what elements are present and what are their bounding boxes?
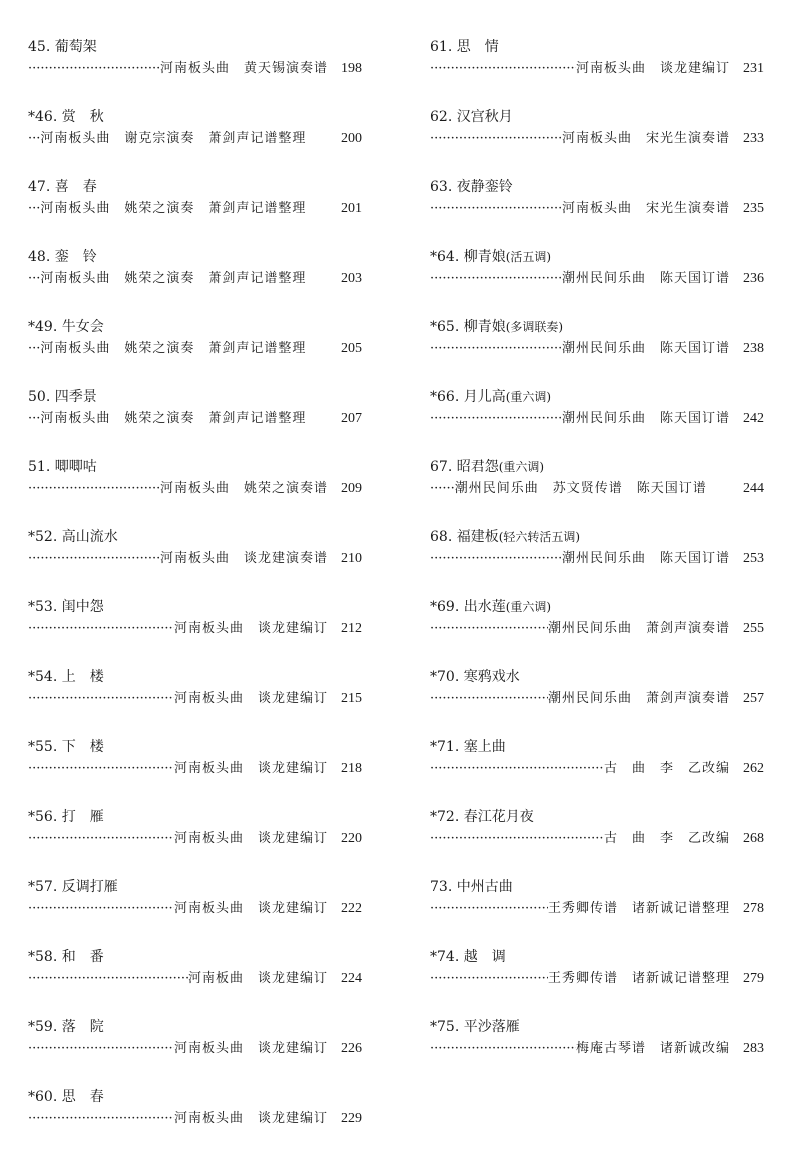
entry-credit-line	[28, 478, 362, 500]
entry-title	[28, 876, 362, 898]
entry-credit-line	[28, 1108, 362, 1130]
entry-page-number: 205	[341, 341, 362, 356]
toc-entry	[28, 526, 362, 596]
entry-credit-line	[430, 688, 764, 710]
entry-title	[430, 736, 764, 758]
entry-title	[430, 1016, 764, 1038]
entry-title-text: 68. 福建板	[430, 529, 499, 545]
entry-title-text: *49. 牛女会	[28, 319, 104, 335]
entry-description: 河南板头曲 宋光生演奏谱	[561, 201, 730, 216]
toc-entry	[28, 36, 362, 106]
entry-description: 河南板头曲 谈龙建编订	[173, 1111, 328, 1126]
toc-entry	[430, 666, 764, 736]
entry-credit-line	[28, 58, 362, 80]
entry-title-text: *60. 思 春	[28, 1089, 104, 1105]
toc-entry	[430, 246, 764, 316]
entry-title	[430, 456, 764, 478]
entry-description: 河南板头曲 谈龙建编订	[173, 831, 328, 846]
entry-page-number: 212	[341, 621, 362, 636]
entry-description: 古 曲 李 乙改编	[603, 831, 730, 846]
toc-entry	[430, 806, 764, 876]
entry-title-text: *56. 打 雁	[28, 809, 104, 825]
entry-title-note: (重六调)	[505, 390, 552, 404]
entry-title	[28, 106, 362, 128]
entry-page-number: 238	[743, 341, 764, 356]
entry-page-number: 203	[341, 271, 362, 286]
entry-title-text: *65. 柳青娘	[430, 319, 506, 335]
entry-title	[430, 596, 764, 618]
dot-leader	[430, 408, 562, 430]
entry-description: 潮州民间乐曲 萧剑声演奏谱	[547, 691, 730, 706]
entry-title	[28, 806, 362, 828]
entry-credit-line	[28, 1038, 362, 1060]
entry-description: 河南板头曲 宋光生演奏谱	[561, 131, 730, 146]
entry-title-text: *72. 春江花月夜	[430, 809, 534, 825]
dot-leader	[430, 828, 604, 850]
dot-leader	[430, 968, 548, 990]
dot-leader	[430, 338, 562, 360]
toc-entry	[28, 1086, 362, 1156]
toc-entry	[430, 946, 764, 1016]
entry-page-number: 209	[341, 481, 362, 496]
entry-description: 河南板头曲 谈龙建编订	[173, 1041, 328, 1056]
entry-description: 河南板曲 谈龙建编订	[187, 971, 328, 986]
entry-description: 潮州民间乐曲 萧剑声演奏谱	[547, 621, 730, 636]
entry-title	[430, 666, 764, 688]
dot-leader	[28, 548, 160, 570]
entry-title-text: 61. 思 情	[430, 39, 499, 55]
entry-description: 河南板头曲 姚荣之演奏 萧剑声记谱整理	[40, 341, 307, 356]
toc-entry	[28, 1016, 362, 1086]
entry-title	[28, 36, 362, 58]
dot-leader: ······	[430, 481, 455, 496]
toc-entry	[430, 386, 764, 456]
entry-page-number: 210	[341, 551, 362, 566]
toc-entry	[28, 316, 362, 386]
dot-leader	[430, 198, 562, 220]
toc-entry	[430, 106, 764, 176]
entry-title	[28, 316, 362, 338]
entry-title	[430, 316, 764, 338]
entry-description: 河南板头曲 谈龙建编订	[173, 621, 328, 636]
entry-title-note: (多调联奏)	[505, 320, 564, 334]
toc-entry	[28, 806, 362, 876]
entry-title-text: *70. 寒鸦戏水	[430, 669, 520, 685]
dot-leader	[28, 478, 160, 500]
entry-credit-line	[28, 968, 362, 990]
entry-title	[28, 246, 362, 268]
toc-entry	[430, 176, 764, 246]
toc-entry	[430, 736, 764, 806]
entry-description: 古 曲 李 乙改编	[603, 761, 730, 776]
entry-credit-line	[430, 1038, 764, 1060]
dot-leader: ···	[28, 411, 41, 426]
entry-title	[430, 806, 764, 828]
toc-entry	[28, 246, 362, 316]
entry-title	[28, 1016, 362, 1038]
entry-title	[430, 176, 764, 198]
entry-page-number: 218	[341, 761, 362, 776]
entry-title-note: (轻六转活五调)	[498, 530, 581, 544]
toc-entry	[430, 36, 764, 106]
entry-title	[430, 876, 764, 898]
dot-leader	[430, 268, 562, 290]
entry-credit-line	[28, 618, 362, 640]
entry-page-number: 278	[743, 901, 764, 916]
entry-page-number: 233	[743, 131, 764, 146]
entry-credit-line	[430, 618, 764, 640]
dot-leader	[28, 688, 174, 710]
toc-entry	[28, 666, 362, 736]
entry-description: 潮州民间乐曲 苏文贤传谱 陈天国订谱	[454, 481, 707, 496]
entry-title-text: 73. 中州古曲	[430, 879, 513, 895]
entry-description: 潮州民间乐曲 陈天国订谱	[561, 271, 730, 286]
dot-leader: ···	[28, 271, 41, 286]
entry-title	[430, 946, 764, 968]
entry-description: 王秀卿传谱 诸新诚记谱整理	[547, 971, 730, 986]
entry-description: 河南板头曲 谈龙建编订	[173, 901, 328, 916]
toc-entry	[28, 596, 362, 666]
entry-page-number: 207	[341, 411, 362, 426]
dot-leader: ···	[28, 131, 41, 146]
dot-leader	[430, 128, 562, 150]
entry-page-number: 257	[743, 691, 764, 706]
entry-title-text: *54. 上 楼	[28, 669, 104, 685]
entry-title-text: 45. 葡萄架	[28, 39, 97, 55]
entry-title-text: *52. 高山流水	[28, 529, 118, 545]
entry-page-number: 283	[743, 1041, 764, 1056]
entry-page-number: 231	[743, 61, 764, 76]
entry-description: 河南板头曲 谈龙建编订	[173, 761, 328, 776]
entry-credit-line	[430, 898, 764, 920]
dot-leader	[28, 58, 160, 80]
entry-title-text: 63. 夜静銮铃	[430, 179, 513, 195]
toc-entry	[28, 176, 362, 246]
entry-page-number: 226	[341, 1041, 362, 1056]
entry-title	[28, 596, 362, 618]
dot-leader	[28, 968, 188, 990]
entry-title-text: *59. 落 院	[28, 1019, 104, 1035]
toc-entry	[28, 456, 362, 526]
entry-credit-line	[430, 268, 764, 290]
entry-page-number: 268	[743, 831, 764, 846]
entry-description: 河南板头曲 黄天锡演奏谱	[159, 61, 328, 76]
entry-title-text: 50. 四季景	[28, 389, 97, 405]
entry-title	[28, 1086, 362, 1108]
entry-credit-line	[28, 338, 362, 360]
dot-leader	[430, 618, 548, 640]
entry-description: 潮州民间乐曲 陈天国订谱	[561, 341, 730, 356]
entry-title	[430, 246, 764, 268]
entry-title	[28, 386, 362, 408]
toc-entry	[28, 946, 362, 1016]
dot-leader	[28, 1108, 174, 1130]
entry-credit-line	[28, 758, 362, 780]
entry-title	[28, 176, 362, 198]
dot-leader	[430, 548, 562, 570]
entry-title-text: *55. 下 楼	[28, 739, 104, 755]
toc-entry	[28, 106, 362, 176]
entry-title-text: *46. 赏 秋	[28, 109, 104, 125]
toc-entry	[28, 876, 362, 946]
entry-title-text: 67. 昭君怨	[430, 459, 499, 475]
entry-title-note: (重六调)	[505, 600, 552, 614]
entry-page-number: 200	[341, 131, 362, 146]
entry-credit-line	[28, 268, 362, 290]
entry-credit-line	[28, 898, 362, 920]
entry-description: 王秀卿传谱 诸新诚记谱整理	[547, 901, 730, 916]
entry-credit-line	[28, 128, 362, 150]
entry-description: 河南板头曲 谈龙建编订	[173, 691, 328, 706]
entry-title	[430, 386, 764, 408]
entry-title-text: *75. 平沙落雁	[430, 1019, 520, 1035]
entry-description: 河南板头曲 姚荣之演奏 萧剑声记谱整理	[40, 411, 307, 426]
entry-page-number: 235	[743, 201, 764, 216]
entry-credit-line	[430, 828, 764, 850]
entry-description: 河南板头曲 谢克宗演奏 萧剑声记谱整理	[40, 131, 307, 146]
entry-title	[430, 526, 764, 548]
entry-description: 潮州民间乐曲 陈天国订谱	[561, 411, 730, 426]
entry-title	[28, 946, 362, 968]
entry-title	[430, 36, 764, 58]
toc-entry	[430, 1016, 764, 1086]
dot-leader	[28, 1038, 174, 1060]
entry-title	[28, 456, 362, 478]
toc-entry	[28, 736, 362, 806]
toc-entry	[430, 316, 764, 386]
entry-title-text: *57. 反调打雁	[28, 879, 118, 895]
dot-leader	[430, 688, 548, 710]
dot-leader	[28, 898, 174, 920]
entry-page-number: 198	[341, 61, 362, 76]
entry-page-number: 215	[341, 691, 362, 706]
entry-page-number: 253	[743, 551, 764, 566]
entry-credit-line	[430, 198, 764, 220]
entry-page-number: 224	[341, 971, 362, 986]
entry-credit-line	[430, 478, 764, 500]
entry-credit-line	[430, 548, 764, 570]
entry-page-number: 201	[341, 201, 362, 216]
entry-description: 河南板头曲 姚荣之演奏 萧剑声记谱整理	[40, 201, 307, 216]
entry-credit-line	[28, 408, 362, 430]
entry-title	[430, 106, 764, 128]
entry-page-number: 262	[743, 761, 764, 776]
dot-leader	[430, 58, 576, 80]
entry-title-text: *53. 闺中怨	[28, 599, 104, 615]
entry-credit-line	[430, 128, 764, 150]
entry-title-note: (重六调)	[498, 460, 545, 474]
toc-left-column	[28, 36, 362, 1156]
entry-description: 潮州民间乐曲 陈天国订谱	[561, 551, 730, 566]
dot-leader	[28, 758, 174, 780]
entry-description: 河南板头曲 姚荣之演奏谱	[159, 481, 328, 496]
entry-title-text: 48. 銮 铃	[28, 249, 97, 265]
entry-title-text: *64. 柳青娘	[430, 249, 506, 265]
entry-page-number: 220	[341, 831, 362, 846]
entry-credit-line	[28, 688, 362, 710]
dot-leader	[430, 758, 604, 780]
entry-title-text: *74. 越 调	[430, 949, 506, 965]
entry-description: 河南板头曲 谈龙建演奏谱	[159, 551, 328, 566]
toc-entry	[28, 386, 362, 456]
entry-page-number: 229	[341, 1111, 362, 1126]
entry-description: 梅庵古琴谱 诸新诚改编	[575, 1041, 730, 1056]
entry-credit-line	[430, 408, 764, 430]
entry-credit-line	[28, 548, 362, 570]
entry-title-text: 47. 喜 春	[28, 179, 97, 195]
entry-page-number: 244	[743, 481, 764, 496]
dot-leader	[430, 898, 548, 920]
entry-description: 河南板头曲 谈龙建编订	[575, 61, 730, 76]
entry-page-number: 279	[743, 971, 764, 986]
toc-entry	[430, 876, 764, 946]
entry-title-text: *66. 月儿高	[430, 389, 506, 405]
entry-credit-line	[430, 58, 764, 80]
toc-entry	[430, 456, 764, 526]
entry-title-text: *58. 和 番	[28, 949, 104, 965]
entry-credit-line	[430, 758, 764, 780]
toc-right-column	[430, 36, 764, 1086]
entry-credit-line	[28, 828, 362, 850]
entry-title-text: *69. 出水莲	[430, 599, 506, 615]
entry-page-number: 242	[743, 411, 764, 426]
entry-credit-line	[430, 968, 764, 990]
entry-title	[28, 736, 362, 758]
entry-page-number: 222	[341, 901, 362, 916]
dot-leader	[28, 618, 174, 640]
dot-leader: ···	[28, 341, 41, 356]
entry-credit-line	[28, 198, 362, 220]
entry-title-note: (活五调)	[505, 250, 552, 264]
dot-leader: ···	[28, 201, 41, 216]
toc-entry	[430, 526, 764, 596]
dot-leader	[430, 1038, 576, 1060]
dot-leader	[28, 828, 174, 850]
entry-title-text: *71. 塞上曲	[430, 739, 506, 755]
entry-page-number: 236	[743, 271, 764, 286]
entry-title	[28, 526, 362, 548]
entry-page-number: 255	[743, 621, 764, 636]
toc-entry	[430, 596, 764, 666]
entry-title-text: 62. 汉宫秋月	[430, 109, 513, 125]
entry-title-text: 51. 唧唧咕	[28, 459, 97, 475]
entry-description: 河南板头曲 姚荣之演奏 萧剑声记谱整理	[40, 271, 307, 286]
entry-credit-line	[430, 338, 764, 360]
entry-title	[28, 666, 362, 688]
